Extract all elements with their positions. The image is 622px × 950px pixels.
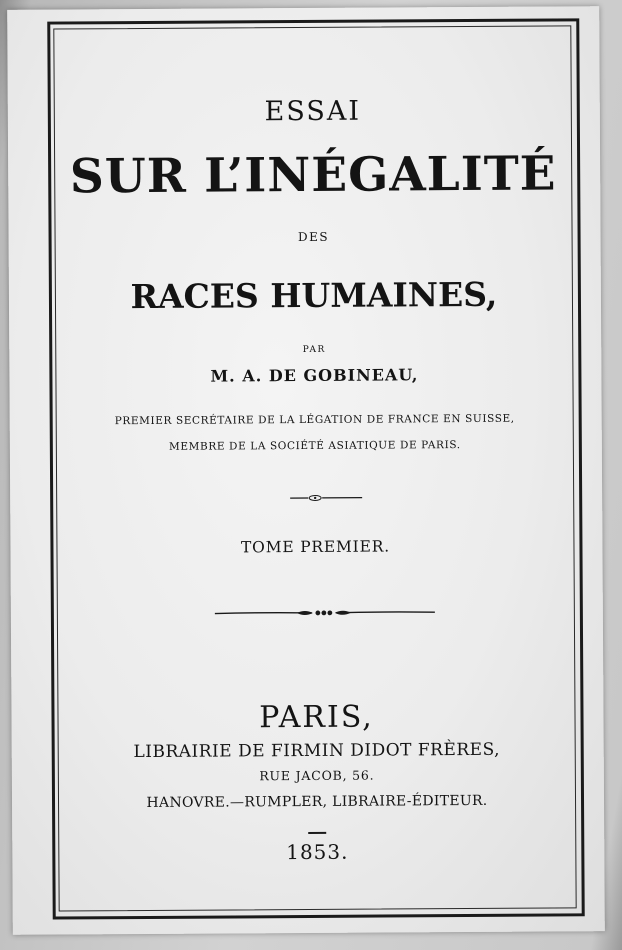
author-role-1: PREMIER SECRÉTAIRE DE LA LÉGATION DE FRANCE EN SUISSE, — [114, 412, 515, 428]
author-role-2: MEMBRE DE LA SOCIÉTÉ ASIATIQUE DE PARIS. — [169, 439, 461, 453]
publication-year: 1853. — [286, 839, 349, 865]
volume-label: TOME PREMIER. — [240, 537, 390, 557]
publisher-name: LIBRAIRIE DE FIRMIN DIDOT FRÈRES, — [133, 739, 501, 763]
year-separator-dash — [308, 832, 326, 834]
byline-par: PAR — [302, 344, 326, 356]
co-publisher: HANOVRE.—RUMPLER, LIBRAIRE-ÉDITEUR. — [146, 792, 488, 811]
title-line-main: SUR L’INÉGALITÉ — [69, 146, 557, 205]
publication-city: PARIS, — [259, 699, 374, 736]
publisher-address: RUE JACOB, 56. — [259, 767, 375, 784]
title-line-races: RACES HUMAINES, — [130, 274, 498, 317]
title-page — [7, 6, 605, 935]
author-name: M. A. DE GOBINEAU, — [210, 365, 419, 386]
title-line-essai: ESSAI — [264, 95, 362, 128]
title-line-des: DES — [297, 229, 330, 245]
